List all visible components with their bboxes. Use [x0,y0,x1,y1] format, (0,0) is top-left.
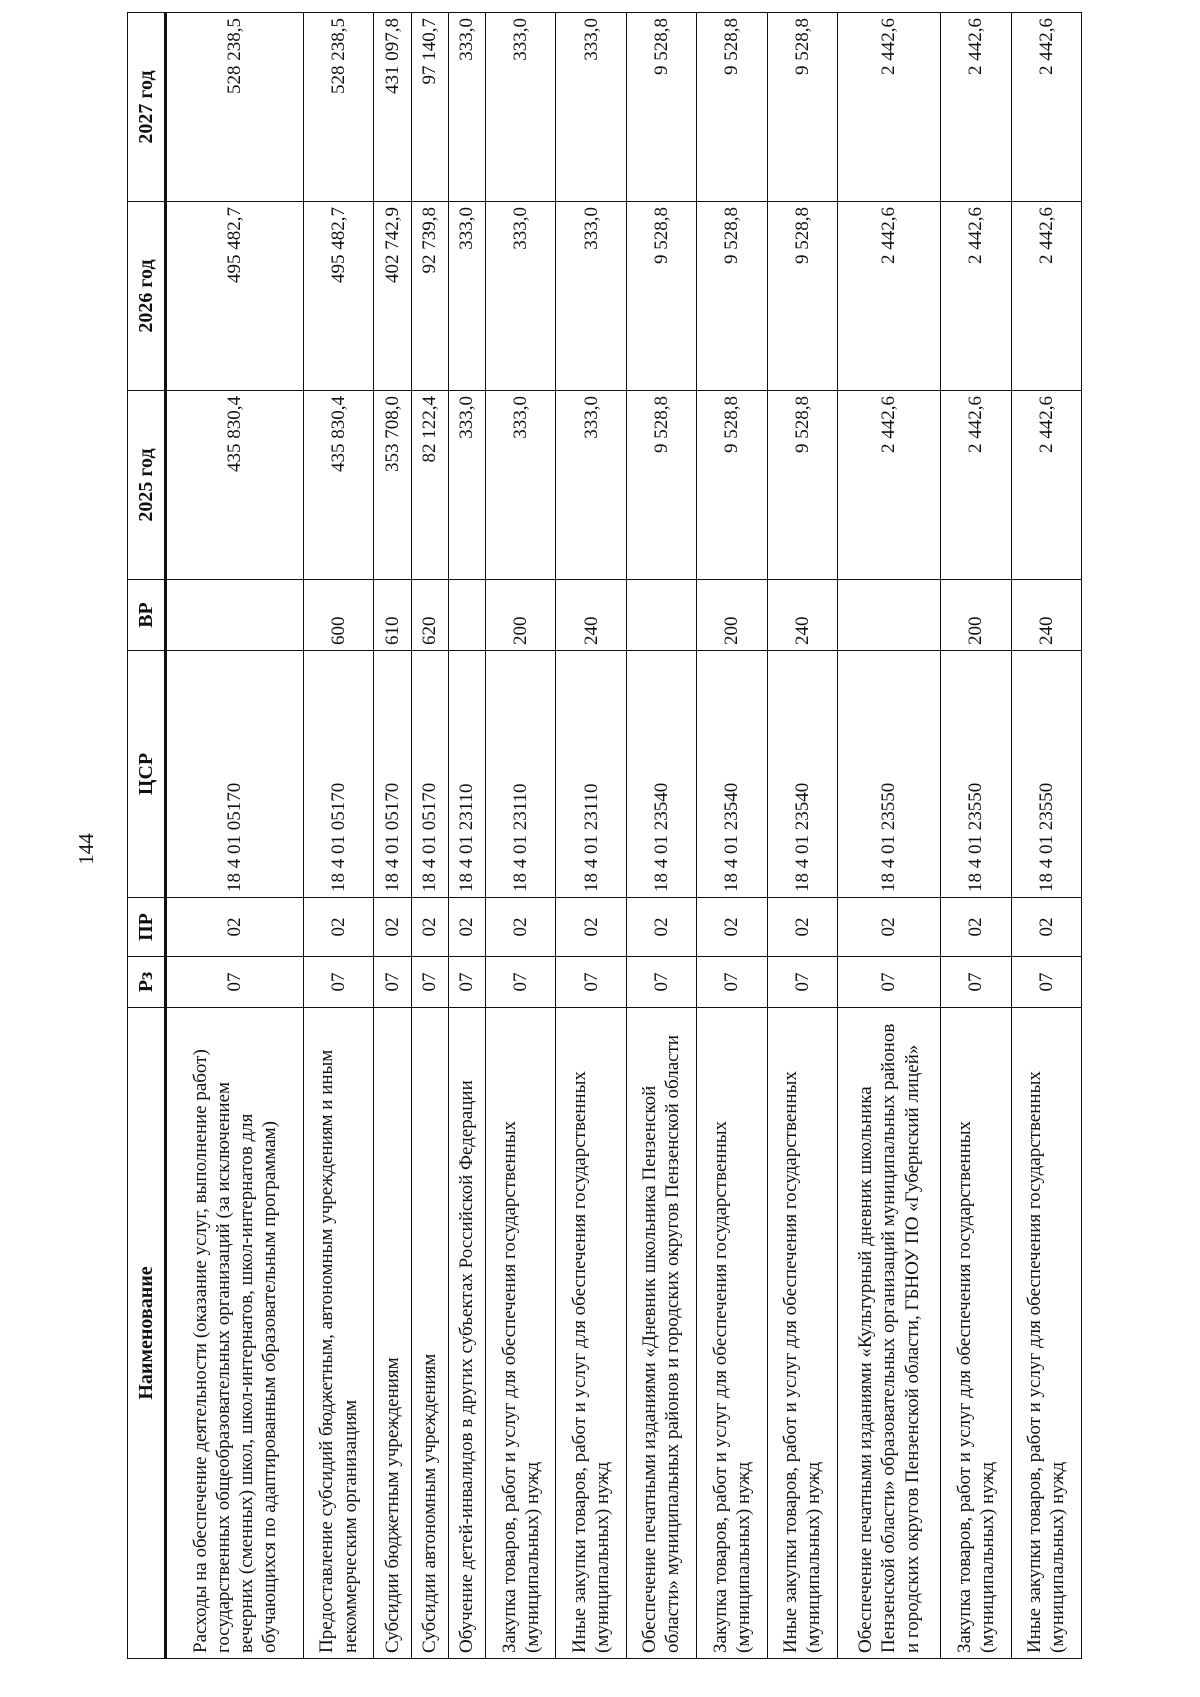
cell-2026: 2 442,6 [1011,202,1081,391]
cell-2025: 2 442,6 [941,391,1011,580]
cell-name: Обучение детей-инвалидов в других субъектах Российской Федерации [448,1008,485,1659]
cell-2025: 9 528,8 [626,391,696,580]
cell-rz: 07 [486,957,556,1008]
cell-name: Расходы на обеспечение деятельности (оказание услуг, выполнение работ) государственных общеобразовательных организаций (за исключением вечерних (сменных) школ, школ-интернатов, школ-интернатов для обучающихся по адаптированным образовательным программам) [166,1008,304,1659]
cell-rz: 07 [303,957,373,1008]
cell-csr: 18 4 01 05170 [374,651,411,898]
cell-2027: 2 442,6 [837,13,940,202]
cell-2026: 9 528,8 [697,202,767,391]
cell-vr [626,580,696,651]
cell-rz: 07 [411,957,448,1008]
cell-vr: 200 [697,580,767,651]
cell-name: Иные закупки товаров, работ и услуг для обеспечения государственных (муниципальных) нужд [1011,1008,1081,1659]
cell-vr: 240 [1011,580,1081,651]
cell-2027: 333,0 [448,13,485,202]
cell-2025: 333,0 [448,391,485,580]
table-row [303,13,373,1659]
cell-vr: 600 [303,580,373,651]
table-row [941,13,1011,1659]
table-row [448,13,485,1659]
cell-2027: 9 528,8 [767,13,837,202]
table-header-row [128,13,166,1659]
cell-name: Предоставление субсидий бюджетным, автономным учреждениям и иным некоммерческим организациям [303,1008,373,1659]
cell-2025: 9 528,8 [697,391,767,580]
cell-2025: 333,0 [486,391,556,580]
cell-2025: 9 528,8 [767,391,837,580]
cell-pr: 02 [941,898,1011,957]
cell-name: Иные закупки товаров, работ и услуг для обеспечения государственных (муниципальных) нужд [556,1008,626,1659]
table-body [166,13,1082,1659]
cell-name: Иные закупки товаров, работ и услуг для обеспечения государственных (муниципальных) нужд [767,1008,837,1659]
cell-csr: 18 4 01 23550 [1011,651,1081,898]
cell-rz: 07 [374,957,411,1008]
cell-2025: 2 442,6 [837,391,940,580]
cell-name: Закупка товаров, работ и услуг для обеспечения государственных (муниципальных) нужд [941,1008,1011,1659]
cell-2025: 2 442,6 [1011,391,1081,580]
cell-name: Субсидии бюджетным учреждениям [374,1008,411,1659]
table-row [837,13,940,1659]
cell-pr: 02 [303,898,373,957]
cell-vr: 200 [486,580,556,651]
cell-vr: 620 [411,580,448,651]
cell-csr: 18 4 01 23110 [448,651,485,898]
header-pr: ПР [128,898,166,957]
cell-pr: 02 [486,898,556,957]
cell-2027: 333,0 [486,13,556,202]
cell-2026: 333,0 [486,202,556,391]
cell-pr: 02 [166,898,304,957]
cell-2026: 333,0 [556,202,626,391]
header-2025: 2025 год [128,391,166,580]
cell-2025: 435 830,4 [166,391,304,580]
table-row [1011,13,1081,1659]
cell-pr: 02 [697,898,767,957]
cell-csr: 18 4 01 23550 [837,651,940,898]
cell-rz: 07 [767,957,837,1008]
cell-vr [837,580,940,651]
cell-2027: 431 097,8 [374,13,411,202]
cell-vr: 610 [374,580,411,651]
cell-pr: 02 [374,898,411,957]
cell-2025: 435 830,4 [303,391,373,580]
cell-pr: 02 [837,898,940,957]
cell-rz: 07 [697,957,767,1008]
cell-csr: 18 4 01 23110 [556,651,626,898]
cell-vr: 200 [941,580,1011,651]
cell-name: Закупка товаров, работ и услуг для обеспечения государственных (муниципальных) нужд [697,1008,767,1659]
header-vr: ВР [128,580,166,651]
cell-rz: 07 [556,957,626,1008]
cell-csr: 18 4 01 23550 [941,651,1011,898]
table-row [697,13,767,1659]
cell-csr: 18 4 01 23540 [626,651,696,898]
cell-2026: 2 442,6 [941,202,1011,391]
cell-pr: 02 [411,898,448,957]
cell-rz: 07 [837,957,940,1008]
cell-pr: 02 [767,898,837,957]
table-row [626,13,696,1659]
cell-2025: 333,0 [556,391,626,580]
cell-2027: 2 442,6 [941,13,1011,202]
header-2027: 2027 год [128,13,166,202]
cell-2026: 333,0 [448,202,485,391]
cell-2026: 9 528,8 [626,202,696,391]
cell-rz: 07 [941,957,1011,1008]
header-csr: ЦСР [128,651,166,898]
cell-2026: 92 739,8 [411,202,448,391]
cell-2027: 2 442,6 [1011,13,1081,202]
cell-csr: 18 4 01 05170 [166,651,304,898]
cell-vr [448,580,485,651]
cell-pr: 02 [556,898,626,957]
header-rz: Рз [128,957,166,1008]
budget-table [127,12,1082,1659]
cell-2025: 82 122,4 [411,391,448,580]
table-row [374,13,411,1659]
cell-csr: 18 4 01 23110 [486,651,556,898]
cell-2027: 528 238,5 [303,13,373,202]
cell-2027: 528 238,5 [166,13,304,202]
table-row [556,13,626,1659]
header-name: Наименование [128,1008,166,1659]
cell-pr: 02 [448,898,485,957]
cell-vr [166,580,304,651]
cell-2025: 353 708,0 [374,391,411,580]
cell-rz: 07 [448,957,485,1008]
table-row [767,13,837,1659]
cell-csr: 18 4 01 23540 [767,651,837,898]
cell-2026: 9 528,8 [767,202,837,391]
cell-2027: 9 528,8 [697,13,767,202]
cell-name: Закупка товаров, работ и услуг для обеспечения государственных (муниципальных) нужд [486,1008,556,1659]
page-number: 144 [74,833,98,865]
header-2026: 2026 год [128,202,166,391]
cell-csr: 18 4 01 23540 [697,651,767,898]
cell-name: Обеспечение печатными изданиями «Культурный дневник школьника Пензенской области» образовательных организаций муниципальных районов и городских округов Пензенской области, ГБНОУ ПО «Губернский лицей» [837,1008,940,1659]
cell-rz: 07 [626,957,696,1008]
cell-rz: 07 [166,957,304,1008]
cell-2027: 97 140,7 [411,13,448,202]
cell-pr: 02 [626,898,696,957]
table-row [166,13,304,1659]
cell-rz: 07 [1011,957,1081,1008]
budget-table-rotated [127,18,1082,1659]
table-row [411,13,448,1659]
cell-csr: 18 4 01 05170 [303,651,373,898]
cell-2026: 2 442,6 [837,202,940,391]
cell-2026: 495 482,7 [166,202,304,391]
cell-2026: 495 482,7 [303,202,373,391]
cell-2026: 402 742,9 [374,202,411,391]
cell-pr: 02 [1011,898,1081,957]
cell-2027: 333,0 [556,13,626,202]
cell-csr: 18 4 01 05170 [411,651,448,898]
cell-vr: 240 [556,580,626,651]
table-row [486,13,556,1659]
cell-name: Субсидии автономным учреждениям [411,1008,448,1659]
cell-2027: 9 528,8 [626,13,696,202]
cell-vr: 240 [767,580,837,651]
cell-name: Обеспечение печатными изданиями «Дневник школьника Пензенской области» муниципальных районов и городских округов Пензенской области [626,1008,696,1659]
